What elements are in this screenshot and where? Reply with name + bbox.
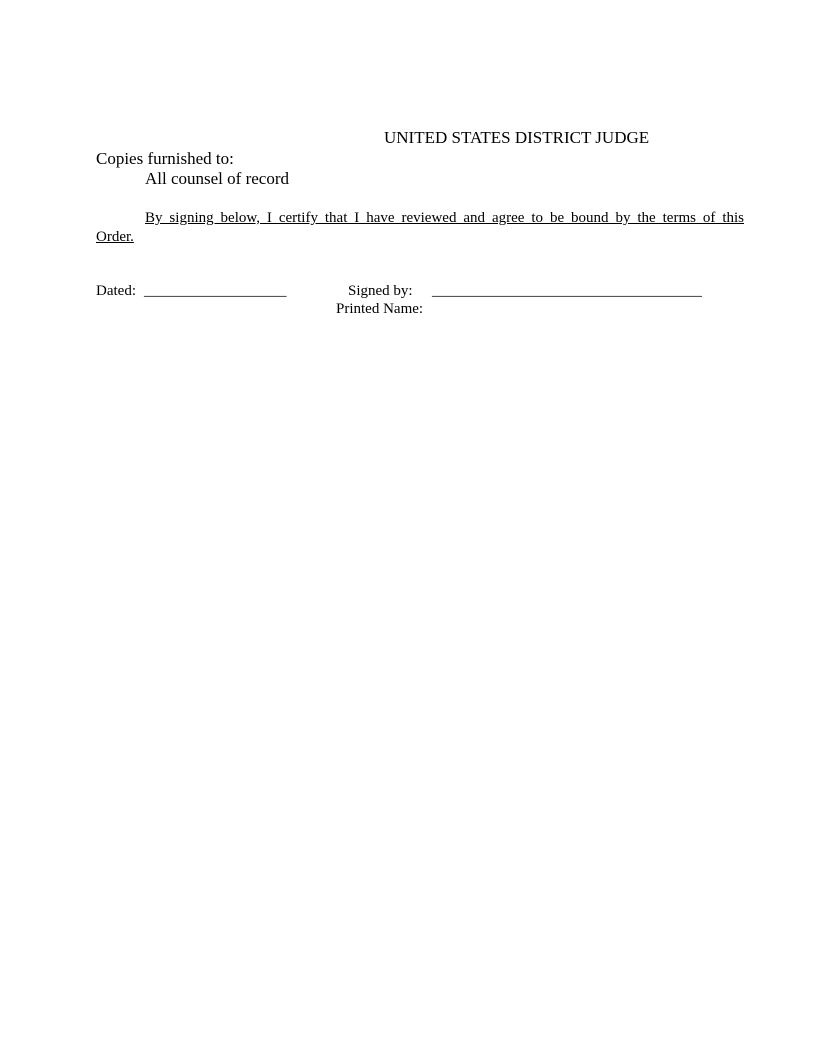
certification-statement: By signing below, I certify that I have reviewed and agree to be bound by the terms of this [145, 210, 744, 226]
copies-heading: Copies furnished to: [96, 149, 234, 168]
copies-recipient: All counsel of record [145, 169, 289, 188]
judge-title: UNITED STATES DISTRICT JUDGE [384, 128, 650, 147]
dated-label: Dated: [96, 283, 136, 299]
dated-field[interactable]: ___________________ [144, 283, 287, 299]
signed-by-label: Signed by: [348, 283, 413, 299]
certification-statement-end: Order. [96, 229, 134, 245]
printed-name-label: Printed Name: [336, 301, 424, 317]
signed-by-field[interactable]: ____________________________________ [432, 283, 702, 299]
